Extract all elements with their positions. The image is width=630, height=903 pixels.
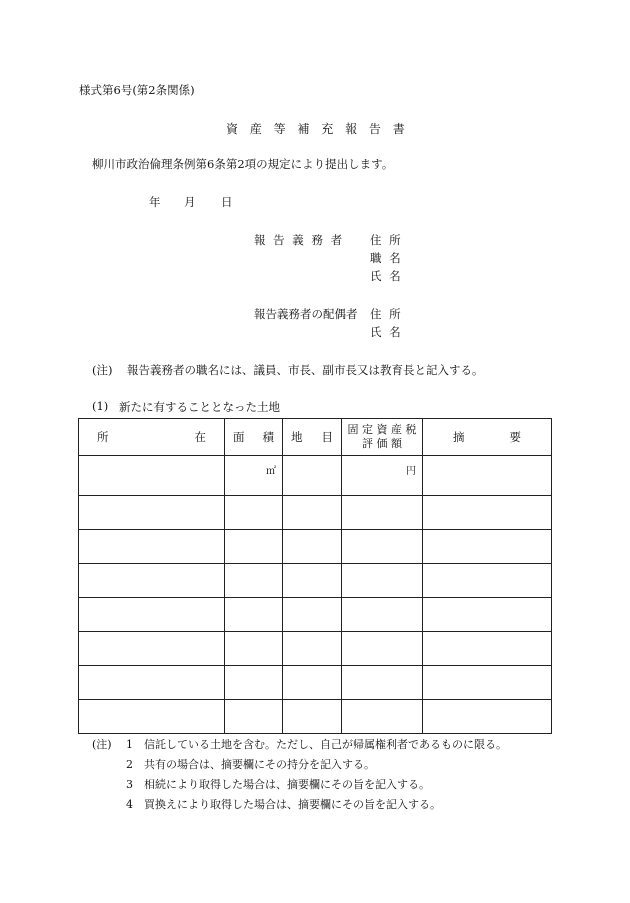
footnote-item: (注) 1 信託している土地を含む。ただし、自己が帰属権利者であるものに限る。: [92, 735, 507, 755]
category-cell[interactable]: [283, 456, 342, 496]
footnotes-prefix: (注): [92, 738, 112, 751]
tax-cell[interactable]: [342, 456, 423, 496]
reporter-position-label: 職 名: [370, 251, 403, 265]
spouse-name-label: 氏 名: [370, 325, 403, 339]
category-cell[interactable]: [283, 564, 342, 598]
table-row: [79, 666, 552, 700]
area-cell[interactable]: [225, 598, 283, 632]
main-note-prefix: (注): [92, 363, 113, 377]
tax-cell[interactable]: [342, 632, 423, 666]
location-cell[interactable]: [79, 564, 225, 598]
tax-cell[interactable]: [342, 530, 423, 564]
remarks-cell[interactable]: [423, 598, 552, 632]
main-note-text: 報告義務者の職名には、議員、市長、副市長又は教育長と記入する。: [127, 363, 484, 377]
location-cell[interactable]: [79, 456, 225, 496]
category-cell[interactable]: [283, 666, 342, 700]
table-row: [79, 700, 552, 734]
category-cell[interactable]: [283, 632, 342, 666]
category-cell[interactable]: [283, 598, 342, 632]
header-remarks: 摘 要: [423, 419, 552, 456]
area-cell[interactable]: [225, 666, 283, 700]
date-day-label: 日: [221, 195, 233, 209]
remarks-cell[interactable]: [423, 456, 552, 496]
footnote-item: 3 相続により取得した場合は、摘要欄にその旨を記入する。: [126, 778, 430, 791]
header-tax-valuation: 固 定 資 産 税 評 価 額: [342, 419, 423, 456]
tax-cell[interactable]: [342, 496, 423, 530]
location-cell[interactable]: [79, 632, 225, 666]
section-title: 新たに有することとなった土地: [119, 400, 280, 414]
tax-cell[interactable]: [342, 598, 423, 632]
table-row: [79, 530, 552, 564]
footnotes: [92, 735, 507, 815]
location-cell[interactable]: [79, 598, 225, 632]
remarks-cell[interactable]: [423, 564, 552, 598]
area-cell[interactable]: [225, 564, 283, 598]
reporter-name-label: 氏 名: [370, 269, 403, 283]
header-location: 所 在: [79, 419, 225, 456]
reporter-address-label: 住 所: [370, 233, 403, 247]
spouse-address-label: 住 所: [370, 307, 403, 321]
document-title: 資 産 等 補 充 報 告 書: [226, 122, 409, 136]
intro-text: 柳川市政治倫理条例第6条第2項の規定により提出します。: [92, 157, 394, 171]
date-year-label: 年: [149, 195, 161, 209]
tax-cell[interactable]: [342, 564, 423, 598]
table-header-row: [79, 419, 552, 456]
tax-unit: 円: [406, 466, 416, 477]
area-cell[interactable]: [225, 700, 283, 734]
category-cell[interactable]: [283, 530, 342, 564]
spouse-role: 報告義務者の配偶者: [254, 307, 358, 321]
area-unit: ㎡: [266, 466, 276, 477]
reporter-role: 報 告 義 務 者: [254, 233, 345, 247]
category-cell[interactable]: [283, 496, 342, 530]
header-category: 地 目: [283, 419, 342, 456]
remarks-cell[interactable]: [423, 666, 552, 700]
land-table: [78, 418, 552, 734]
remarks-cell[interactable]: [423, 700, 552, 734]
footnote-item: 2 共有の場合は、摘要欄にその持分を記入する。: [126, 758, 375, 771]
table-row: [79, 598, 552, 632]
table-row: [79, 632, 552, 666]
footnote-item: 4 買換えにより取得した場合は、摘要欄にその旨を記入する。: [126, 798, 441, 811]
form-number: 様式第6号(第2条関係): [79, 83, 195, 97]
area-cell[interactable]: [225, 456, 283, 496]
area-cell[interactable]: [225, 496, 283, 530]
date-month-label: 月: [184, 195, 196, 209]
location-cell[interactable]: [79, 530, 225, 564]
section-number: (1): [92, 399, 109, 413]
tax-cell[interactable]: [342, 666, 423, 700]
table-row: [79, 564, 552, 598]
location-cell[interactable]: [79, 496, 225, 530]
remarks-cell[interactable]: [423, 530, 552, 564]
remarks-cell[interactable]: [423, 632, 552, 666]
location-cell[interactable]: [79, 666, 225, 700]
category-cell[interactable]: [283, 700, 342, 734]
header-area: 面 積: [225, 419, 283, 456]
table-row: [79, 456, 552, 496]
tax-cell[interactable]: [342, 700, 423, 734]
area-cell[interactable]: [225, 632, 283, 666]
area-cell[interactable]: [225, 530, 283, 564]
table-row: [79, 496, 552, 530]
remarks-cell[interactable]: [423, 496, 552, 530]
location-cell[interactable]: [79, 700, 225, 734]
